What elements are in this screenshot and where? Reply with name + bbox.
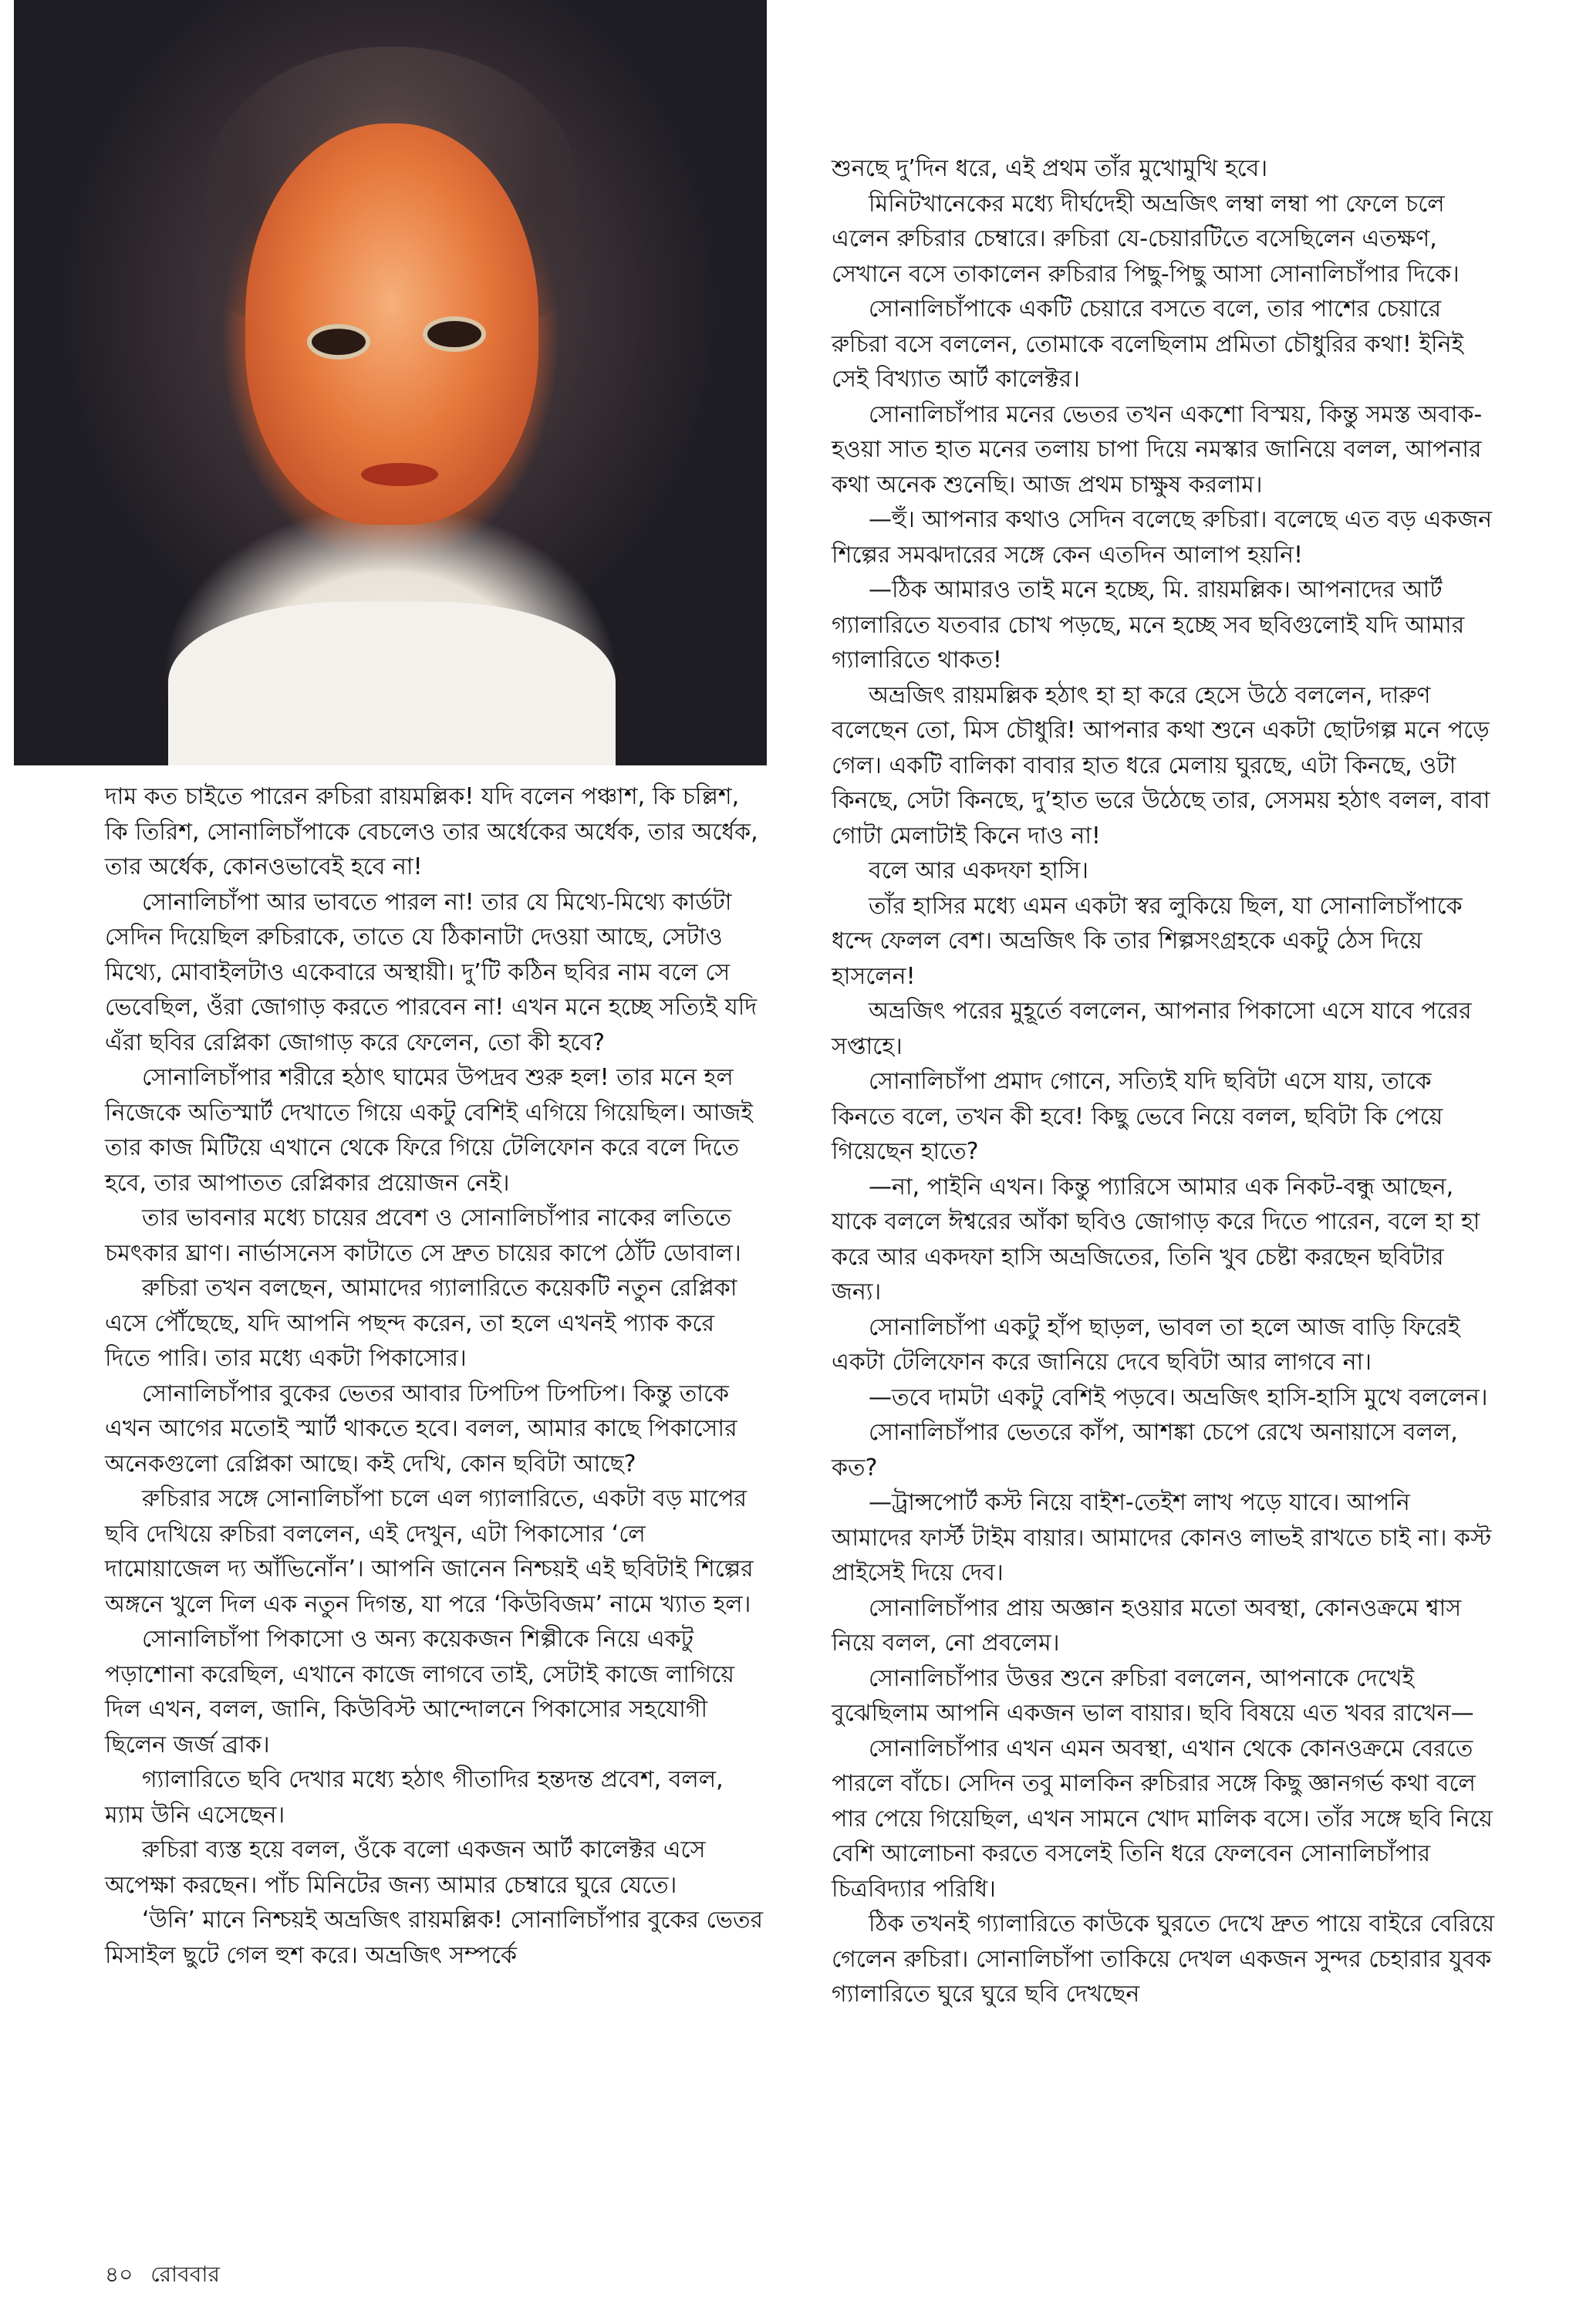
collar — [168, 602, 616, 765]
paragraph: —তবে দামটা একটু বেশিই পড়বে। অভ্রজিৎ হাসি-হাসি মুখে বললেন। — [869, 1383, 1488, 1411]
paragraph: সোনালিচাঁপা প্রমাদ গোনে, সত্যিই যদি ছবিটা এসে যায়, তাকে কিনতে বলে, তখন কী হবে! কিছু ভেবে নিয়ে বলল, ছবিটা কি পেয়ে গিয়েছেন হাতে? — [832, 1068, 1443, 1165]
paragraph: গ্যালারিতে ছবি দেখার মধ্যে হঠাৎ গীতাদির হন্তদন্ত প্রবেশ, বলল, ম্যাম উনি এসেছেন। — [105, 1766, 724, 1829]
right-column — [832, 151, 1495, 2012]
page-number: ৪০ — [105, 2262, 133, 2287]
paragraph: ঠিক তখনই গ্যালারিতে কাউকে ঘুরতে দেখে দ্রুত পায়ে বাইরে বেরিয়ে গেলেন রুচিরা। সোনালিচাঁপা তাকিয়ে দেখল একজন সুন্দর চেহারার যুবক গ্যালারিতে ঘুরে ঘুরে ছবি দেখছেন — [832, 1910, 1495, 2008]
paragraph: শুনছে দু’দিন ধরে, এই প্রথম তাঁর মুখোমুখি হবে। — [832, 155, 1268, 182]
paragraph: সোনালিচাঁপার বুকের ভেতর আবার ঢিপঢিপ ঢিপঢিপ। কিন্তু তাকে এখন আগের মতোই স্মার্ট থাকতে হবে। বলল, আমার কাছে পিকাসোর অনেকগুলো রেপ্লিকা আছে। কই দেখি, কোন ছবিটা আছে? — [105, 1380, 737, 1478]
paragraph: —হুঁ। আপনার কথাও সেদিন বলেছে রুচিরা। বলেছে এত বড় একজন শিল্পের সমঝদারের সঙ্গে কেন এতদিন আলাপ হয়নি! — [832, 506, 1493, 569]
paragraph: বলে আর একদফা হাসি। — [869, 857, 1088, 884]
magazine-name: রোববার — [150, 2262, 220, 2287]
page-footer — [105, 2258, 220, 2294]
portrait-illustration — [14, 0, 767, 765]
paragraph: —ঠিক আমারও তাই মনে হচ্ছে, মি. রায়মল্লিক। আপনাদের আর্ট গ্যালারিতে যতবার চোখ পড়ছে, মনে হচ্ছে সব ছবিগুলোই যদি আমার গ্যালারিতে থাকত! — [832, 576, 1465, 674]
right-eye — [423, 316, 486, 352]
paragraph: সোনালিচাঁপাকে একটি চেয়ারে বসতে বলে, তার পাশের চেয়ারে রুচিরা বসে বললেন, তোমাকে বলেছিলাম প্রমিতা চৌধুরির কথা! ইনিই সেই বিখ্যাত আর্ট কালেক্টর। — [832, 296, 1464, 393]
paragraph: সোনালিচাঁপার প্রায় অজ্ঞান হওয়ার মতো অবস্থা, কোনওক্রমে শ্বাস নিয়ে বলল, নো প্রবলেম। — [832, 1594, 1462, 1657]
paragraph: ‘উনি’ মানে নিশ্চয়ই অভ্রজিৎ রায়মল্লিক! সোনালিচাঁপার বুকের ভেতর মিসাইল ছুটে গেল হুশ করে। অভ্রজিৎ সম্পর্কে — [105, 1907, 763, 1969]
paragraph: সোনালিচাঁপা আর ভাবতে পারল না! তার যে মিথ্যে-মিথ্যে কার্ডটা সেদিন দিয়েছিল রুচিরাকে, তাতে যে ঠিকানাটা দেওয়া আছে, সেটাও মিথ্যে, মোবাইলটাও একেবারে অস্থায়ী। দু’টি কঠিন ছবির নাম বলে সে ভেবেছিল, ওঁরা জোগাড় করতে পারবেন না! এখন মনে হচ্ছে সত্যিই যদি এঁরা ছবির রেপ্লিকা জোগাড় করে ফেলেন, তো কী হবে? — [105, 888, 758, 1056]
paragraph: তাঁর হাসির মধ্যে এমন একটা স্বর লুকিয়ে ছিল, যা সোনালিচাঁপাকে ধন্দে ফেলল বেশ। অভ্রজিৎ কি তার শিল্পসংগ্রহকে একটু ঠেস দিয়ে হাসলেন! — [832, 892, 1463, 990]
paragraph: সোনালিচাঁপার শরীরে হঠাৎ ঘামের উপদ্রব শুরু হল! তার মনে হল নিজেকে অতিস্মার্ট দেখাতে গিয়ে একটু বেশিই এগিয়ে গিয়েছিল। আজই তার কাজ মিটিয়ে এখানে থেকে ফিরে গিয়ে টেলিফোন করে বলে দিতে হবে, তার আপাতত রেপ্লিকার প্রয়োজন নেই। — [105, 1064, 753, 1197]
lips — [361, 463, 438, 486]
paragraph: রুচিরার সঙ্গে সোনালিচাঁপা চলে এল গ্যালারিতে, একটা বড় মাপের ছবি দেখিয়ে রুচিরা বললেন, এই দেখুন, এটা পিকাসোর ‘লে দামোয়াজেল দ্য আঁভিনোঁন’। আপনি জানেন নিশ্চয়ই এই ছবিটাই শিল্পের অঙ্গনে খুলে দিল এক নতুন দিগন্ত, যা পরে ‘কিউবিজম’ নামে খ্যাত হল। — [105, 1485, 754, 1618]
paragraph: সোনালিচাঁপার উত্তর শুনে রুচিরা বললেন, আপনাকে দেখেই বুঝেছিলাম আপনি একজন ভাল বায়ার। ছবি বিষয়ে এত খবর রাখেন— — [832, 1664, 1474, 1727]
paragraph: অভ্রজিৎ রায়মল্লিক হঠাৎ হা হা করে হেসে উঠে বললেন, দারুণ বলেছেন তো, মিস চৌধুরি! আপনার কথা শুনে একটা ছোটগল্প মনে পড়ে গেল। একটি বালিকা বাবার হাত ধরে মেলায় ঘুরছে, এটা কিনছে, ওটা কিনছে, সেটা কিনছে, দু’হাত ভরে উঠেছে তার, সেসময় হঠাৎ বলল, বাবা গোটা মেলাটাই কিনে দাও না! — [832, 681, 1490, 850]
paragraph: মিনিটখানেকের মধ্যে দীর্ঘদেহী অভ্রজিৎ লম্বা লম্বা পা ফেলে চলে এলেন রুচিরার চেম্বারে। রুচিরা যে-চেয়ারটিতে বসেছিলেন এতক্ষণ, সেখানে বসে তাকালেন রুচিরার পিছু-পিছু আসা সোনালিচাঁপার দিকে। — [832, 190, 1460, 288]
paragraph: অভ্রজিৎ পরের মুহূর্তে বললেন, আপনার পিকাসো এসে যাবে পরের সপ্তাহে। — [832, 998, 1472, 1060]
paragraph: —ট্রান্সপোর্ট কস্ট নিয়ে বাইশ-তেইশ লাখ পড়ে যাবে। আপনি আমাদের ফার্স্ট টাইম বায়ার। আমাদের কোনও লাভই রাখতে চাই না। কস্ট প্রাইসেই দিয়ে দেব। — [832, 1489, 1492, 1586]
paragraph: সোনালিচাঁপা পিকাসো ও অন্য কয়েকজন শিল্পীকে নিয়ে একটু পড়াশোনা করেছিল, এখানে কাজে লাগবে তাই, সেটাই কাজে লাগিয়ে দিল এখন, বলল, জানি, কিউবিস্ট আন্দোলনে পিকাসোর সহযোগী ছিলেন জর্জ ব্রাক। — [105, 1626, 734, 1758]
paragraph: রুচিরা ব্যস্ত হয়ে বলল, ওঁকে বলো একজন আর্ট কালেক্টর এসে অপেক্ষা করছেন। পাঁচ মিনিটের জন্য আমার চেম্বারে ঘুরে যেতে। — [105, 1836, 706, 1899]
paragraph: সোনালিচাঁপার ভেতরে কাঁপ, আশঙ্কা চেপে রেখে অনায়াসে বলল, কত? — [832, 1419, 1458, 1481]
left-eye — [307, 324, 370, 360]
paragraph: সোনালিচাঁপা একটু হাঁপ ছাড়ল, ভাবল তা হলে আজ বাড়ি ফিরেই একটা টেলিফোন করে জানিয়ে দেবে ছবিটা আর লাগবে না। — [832, 1313, 1460, 1376]
paragraph: দাম কত চাইতে পারেন রুচিরা রায়মল্লিক! যদি বলেন পঞ্চাশ, কি চল্লিশ, কি তিরিশ, সোনালিচাঁপাকে বেচলেও তার অর্ধেকের অর্ধেক, তার অর্ধেক, তার অর্ধেক, কোনওভাবেই হবে না! — [105, 783, 758, 880]
paragraph: সোনালিচাঁপার মনের ভেতর তখন একশো বিস্ময়, কিন্তু সমস্ত অবাক-হওয়া সাত হাত মনের তলায় চাপা দিয়ে নমস্কার জানিয়ে বলল, আপনার কথা অনেক শুনেছি। আজ প্রথম চাক্ষুষ করলাম। — [832, 400, 1483, 498]
paragraph: —না, পাইনি এখন। কিন্তু প্যারিসে আমার এক নিকট-বন্ধু আছেন, যাকে বললে ঈশ্বরের আঁকা ছবিও জোগাড় করে দিতে পারেন, বলে হা হা করে আর একদফা হাসি অভ্রজিতের, তিনি খুব চেষ্টা করছেন ছবিটার জন্য। — [832, 1173, 1480, 1306]
left-column — [105, 779, 767, 1973]
paragraph: তার ভাবনার মধ্যে চায়ের প্রবেশ ও সোনালিচাঁপার নাকের লতিতে চমৎকার ঘ্রাণ। নার্ভাসনেস কাটাতে সে দ্রুত চায়ের কাপে ঠোঁট ডোবাল। — [105, 1204, 741, 1267]
paragraph: সোনালিচাঁপার এখন এমন অবস্থা, এখান থেকে কোনওক্রমে বেরতে পারলে বাঁচে। সেদিন তবু মালকিন রুচিরার সঙ্গে কিছু জ্ঞানগর্ভ কথা বলে পার পেয়ে গিয়েছিল, এখন সামনে খোদ মালিক বসে। তাঁর সঙ্গে ছবি নিয়ে বেশি আলোচনা করতে বসলেই তিনি ধরে ফেলবেন সোনালিচাঁপার চিত্রবিদ্যার পরিধি। — [832, 1735, 1493, 1903]
paragraph: রুচিরা তখন বলছেন, আমাদের গ্যালারিতে কয়েকটি নতুন রেপ্লিকা এসে পৌঁছেছে, যদি আপনি পছন্দ করেন, তা হলে এখনই প্যাক করে দিতে পারি। তার মধ্যে একটা পিকাসোর। — [105, 1275, 737, 1372]
